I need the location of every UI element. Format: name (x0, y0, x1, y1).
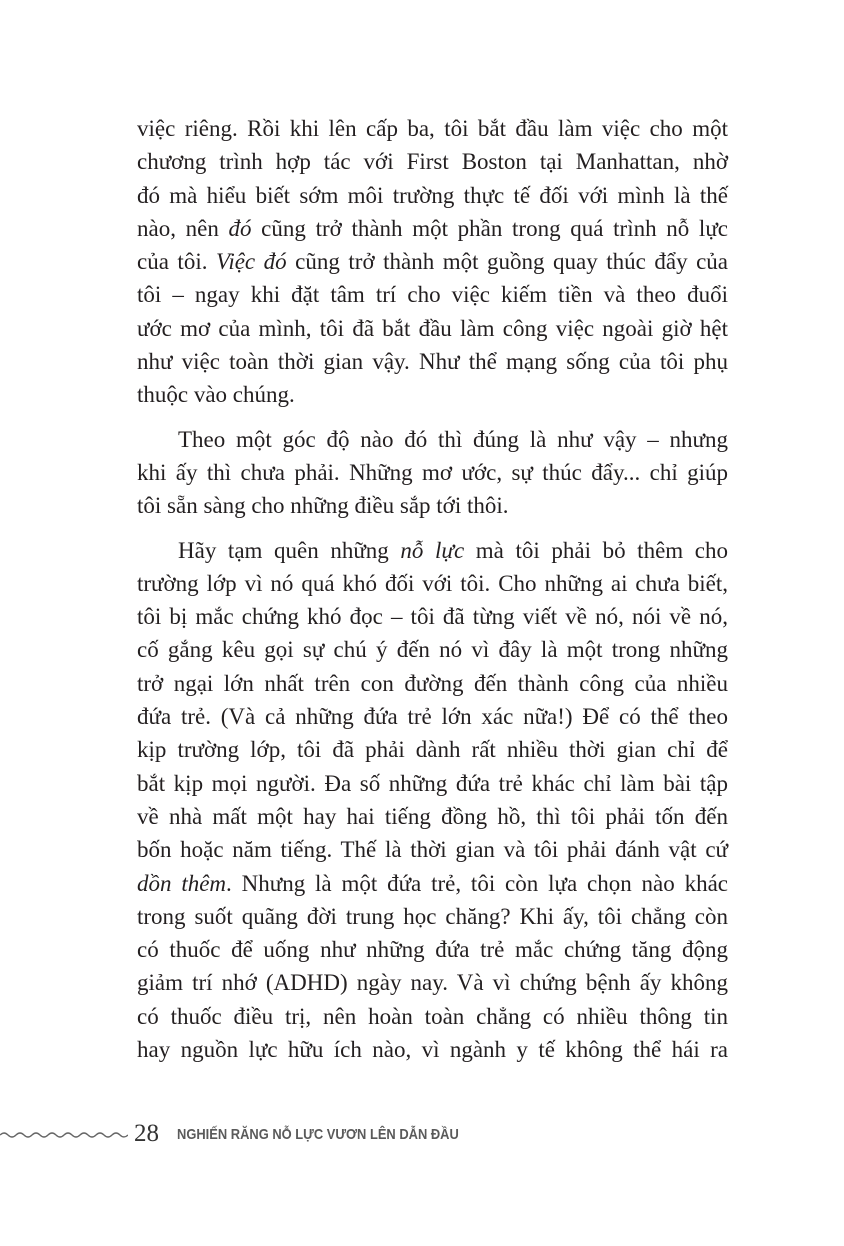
text-line (137, 966, 728, 999)
text-line (137, 212, 728, 245)
wavy-line-icon (0, 1130, 128, 1140)
text-segment: cũng trở thành một phần trong quá trình nỗ lực (251, 215, 728, 241)
text-line (137, 800, 728, 833)
italic-text: nỗ lực (400, 537, 465, 563)
text-segment: việc riêng. Rồi khi lên cấp ba, tôi bắt đầu làm việc cho một (137, 116, 728, 141)
italic-text: Việc đó (215, 249, 287, 275)
paragraph (137, 423, 728, 523)
text-segment: nào, nên (137, 215, 229, 241)
text-line (137, 145, 728, 178)
text-segment: cố gắng kêu gọi sự chú ý đến nó vì đây là một trong những (137, 637, 728, 663)
text-segment: giảm trí nhớ (ADHD) ngày nay. Và vì chứng bệnh ấy không (137, 970, 728, 996)
body-text (137, 112, 728, 1077)
text-segment: đó mà hiểu biết sớm môi trường thực tế đối với mình là thế (137, 182, 728, 208)
text-segment: như việc toàn thời gian vậy. Như thể mạng sống của tôi phụ (137, 349, 728, 375)
paragraph (137, 112, 728, 412)
text-line (137, 667, 728, 700)
text-line (137, 1033, 728, 1066)
text-segment: về nhà mất một hay hai tiếng đồng hồ, thì tôi phải tốn đến (137, 803, 728, 829)
text-segment: bắt kịp mọi người. Đa số những đứa trẻ khác chỉ làm bài tập (137, 770, 728, 796)
text-line (137, 245, 728, 278)
text-line (137, 767, 728, 800)
text-segment: trở ngại lớn nhất trên con đường đến thành công của nhiều (137, 670, 728, 696)
text-line (137, 833, 728, 866)
text-segment: Theo một góc độ nào đó thì đúng là như vậy – nhưng (178, 426, 728, 452)
text-segment: có thuốc để uống như những đứa trẻ mắc chứng tăng động (137, 937, 728, 963)
text-line (137, 456, 728, 489)
text-line (137, 534, 728, 567)
paragraph (137, 534, 728, 1067)
text-segment: mà tôi phải bỏ thêm cho (464, 537, 728, 563)
text-line (137, 733, 728, 766)
text-line (137, 378, 728, 411)
italic-text: đó (228, 215, 252, 241)
text-segment: . Nhưng là một đứa trẻ, tôi còn lựa chọn nào khác (226, 870, 728, 896)
text-segment: có thuốc điều trị, nên hoàn toàn chẳng có nhiều thông tin (137, 1003, 728, 1029)
running-title: NGHIẾN RĂNG NỖ LỰC VƯƠN LÊN DẪN ĐẦU (177, 1126, 459, 1143)
text-line (137, 423, 728, 456)
text-line (137, 1000, 728, 1033)
text-line (137, 933, 728, 966)
text-segment: thuộc vào chúng. (137, 382, 295, 408)
text-line (137, 567, 728, 600)
text-segment: hay nguồn lực hữu ích nào, vì ngành y tế không thể hái ra (137, 1037, 728, 1063)
text-line (137, 900, 728, 933)
text-line (137, 112, 728, 145)
text-segment: chương trình hợp tác với First Boston tại Manhattan, nhờ (137, 149, 728, 175)
text-line (137, 179, 728, 212)
text-segment: tôi – ngay khi đặt tâm trí cho việc kiếm tiền và theo đuổi (137, 282, 728, 308)
text-line (137, 312, 728, 345)
text-segment: khi ấy thì chưa phải. Những mơ ước, sự thúc đẩy... chỉ giúp (137, 459, 728, 485)
text-line (137, 345, 728, 378)
italic-text: dồn thêm (137, 870, 227, 896)
text-line (137, 700, 728, 733)
text-segment: của tôi. (137, 249, 216, 275)
text-segment: trường lớp vì nó quá khó đối với tôi. Cho những ai chưa biết, (137, 570, 728, 596)
text-line (137, 278, 728, 311)
text-segment: trong suốt quãng đời trung học chăng? Khi ấy, tôi chẳng còn (137, 903, 728, 929)
text-segment: tôi bị mắc chứng khó đọc – tôi đã từng viết về nó, nói về nó, (137, 604, 728, 630)
text-line (137, 633, 728, 666)
text-line (137, 600, 728, 633)
page-number: 28 (134, 1120, 159, 1147)
text-line (137, 867, 728, 900)
text-line (137, 489, 728, 522)
text-segment: kịp trường lớp, tôi đã phải dành rất nhiều thời gian chỉ để (137, 737, 728, 763)
text-segment: tôi sẵn sàng cho những điều sắp tới thôi. (137, 493, 509, 519)
text-segment: cũng trở thành một guồng quay thúc đẩy của (286, 249, 729, 275)
text-segment: Hãy tạm quên những (178, 537, 401, 563)
text-segment: bốn hoặc năm tiếng. Thế là thời gian và tôi phải đánh vật cứ (137, 837, 728, 863)
page-footer (0, 1118, 844, 1154)
text-segment: đứa trẻ. (Và cả những đứa trẻ lớn xác nữa!) Để có thể theo (137, 704, 728, 730)
text-segment: ước mơ của mình, tôi đã bắt đầu làm công việc ngoài giờ hệt (137, 315, 728, 341)
